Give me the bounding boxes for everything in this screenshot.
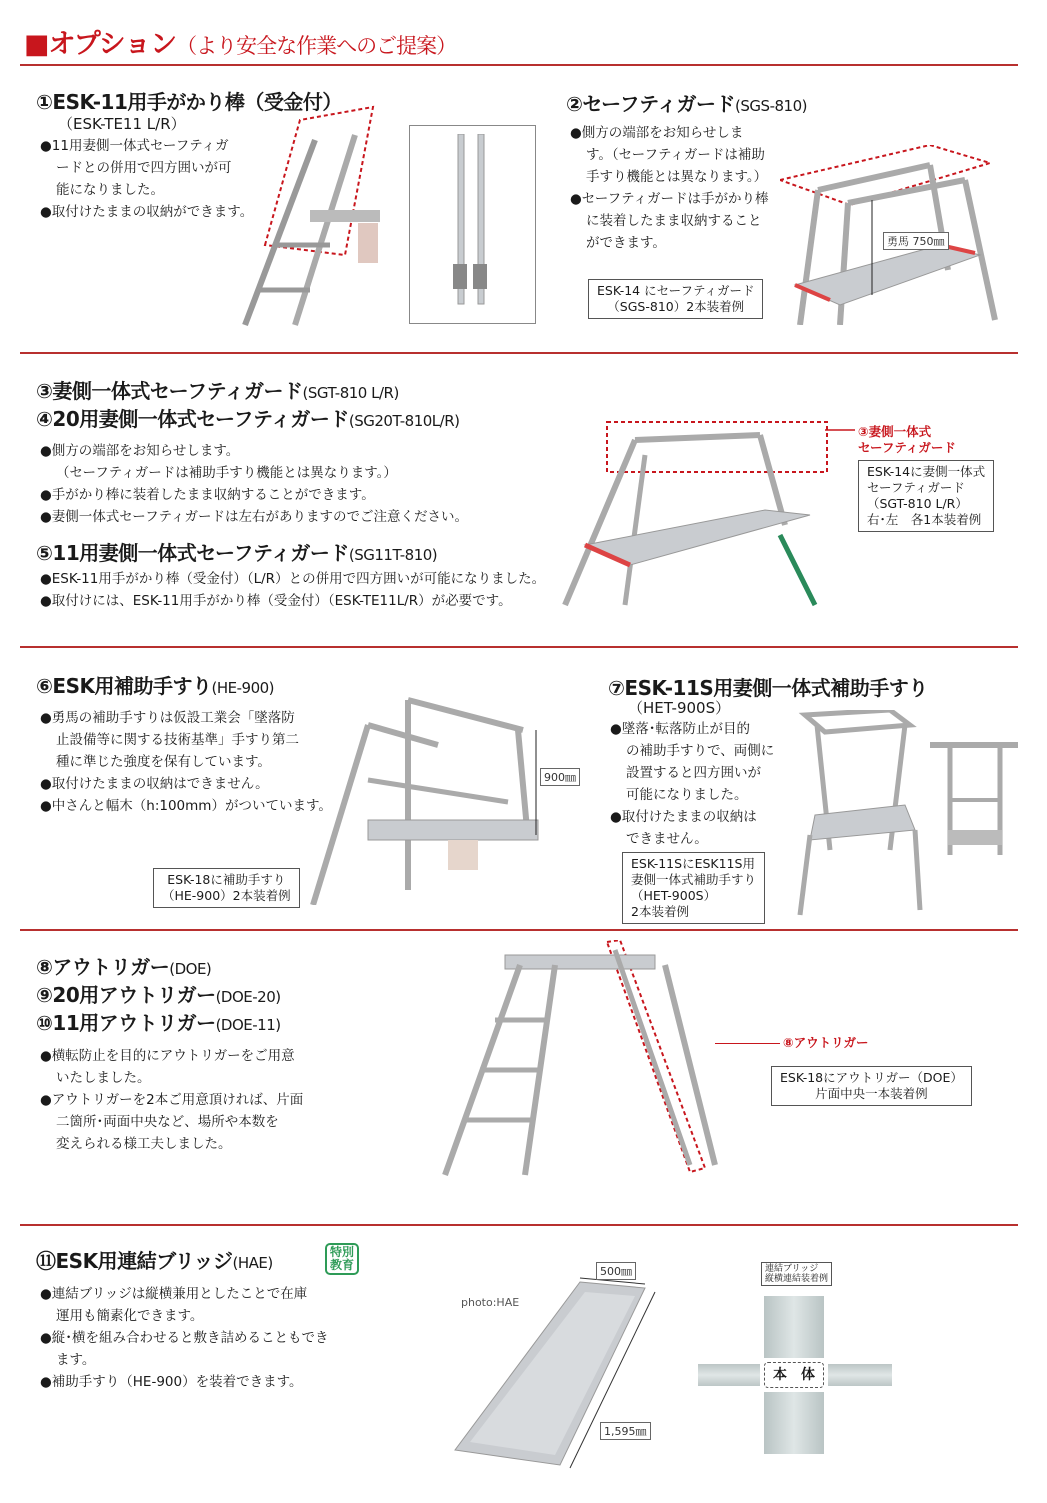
- section-divider: [20, 646, 1018, 648]
- item3-title: ③妻側一体式セーフティガード(SGT-810 L/R): [36, 379, 399, 403]
- item6-photo: [308, 690, 558, 905]
- item7-photo-part: [930, 740, 1020, 860]
- item9-title: ⑨20用アウトリガー(DOE-20): [36, 983, 281, 1007]
- item11-title: ⑪ESK用連結ブリッジ(HAE): [36, 1249, 273, 1273]
- bullet: ●取付けには、ESK-11用手がかり棒（受金付）（ESK-TE11L/R）が必要です。: [40, 593, 512, 609]
- length-dimension: 1,595㎜: [600, 1422, 651, 1440]
- title-divider: [20, 64, 1018, 66]
- bridge-right-image: [828, 1364, 892, 1386]
- section-divider: [20, 352, 1018, 354]
- item1-title: ①ESK-11用手がかり棒（受金付）: [36, 90, 342, 114]
- item8-photo: [435, 940, 735, 1180]
- width-dimension: 500㎜: [596, 1262, 636, 1280]
- bullet: ●側方の端部をお知らせします。 （セーフティガードは補助手すり機能とは異なります。）: [40, 443, 397, 481]
- bullet: ●墜落･転落防止が目的 の補助手すりで、両側に 設置すると四方囲いが 可能になりました。: [610, 721, 775, 803]
- bullet: ●妻側一体式セーフティガードは左右がありますのでご注意ください。: [40, 509, 468, 525]
- item11-photo: [440, 1270, 670, 1470]
- item11-bullets: [40, 1283, 340, 1393]
- item8-caption: ESK-18にアウトリガー（DOE） 片面中央一本装着例: [771, 1066, 972, 1106]
- page-title-main: ■オプション: [24, 29, 177, 60]
- item8-title: ⑧アウトリガー(DOE): [36, 955, 212, 979]
- bridge-bottom-image: [764, 1392, 824, 1454]
- item3-photo: [555, 415, 855, 610]
- bullet: ●11用妻側一体式セーフティガ ードとの併用で四方囲いが可 能になりました。: [40, 138, 232, 198]
- bullet: ●補助手すり（HE-900）を装着できます。: [40, 1374, 303, 1390]
- bridge-top-image: [764, 1296, 824, 1358]
- item6-dimension: 900㎜: [540, 768, 580, 786]
- item6-title: ⑥ESK用補助手すり(HE-900): [36, 674, 275, 698]
- page-title-sub: （より安全な作業へのご提案）: [176, 34, 457, 58]
- item4-caption: ESK-14に妻側一体式 セーフティガード （SGT-810 L/R） 右･左 各1本装着例: [858, 460, 994, 532]
- bullet: ●側方の端部をお知らせしま す。（セーフティガードは補助 手すり機能とは異なります。）: [570, 125, 768, 185]
- bullet: ●連結ブリッジは縦横兼用としたことで在庫 運用も簡素化できます。: [40, 1286, 308, 1324]
- bullet: ●セーフティガードは手がかり棒 に装着したまま収納すること ができます。: [570, 191, 769, 251]
- main-body-label: 本 体: [764, 1362, 824, 1388]
- section-divider: [20, 929, 1018, 931]
- item8-red-label: ⑧アウトリガー: [783, 1035, 869, 1050]
- special-education-badge: 特別 教育: [325, 1243, 359, 1275]
- bullet: ●取付けたままの収納ができます。: [40, 204, 254, 220]
- item11-caption: 連結ブリッジ 縦横連結装着例: [761, 1262, 832, 1286]
- item2-bullets: [570, 122, 770, 254]
- item2-dimension: 勇馬 750㎜: [883, 232, 949, 250]
- item2-title: ②セーフティガード(SGS-810): [566, 92, 807, 116]
- item5-title: ⑤11用妻側一体式セーフティガード(SG11T-810): [36, 541, 438, 565]
- bullet: ●横転防止を目的にアウトリガーをご用意 いたしました。: [40, 1048, 295, 1086]
- bullet: ●アウトリガーを2本ご用意頂ければ、片面 二箇所･両面中央など、場所や本数を 変えられる様工夫しました。: [40, 1092, 304, 1152]
- item10-bullets: [40, 1045, 330, 1155]
- item6-bullets: [40, 707, 330, 817]
- photo-label: photo:HAE: [461, 1296, 520, 1309]
- item7-bullets: [610, 718, 790, 850]
- item6-caption: ESK-18に補助手すり （HE-900）2本装着例: [153, 868, 300, 908]
- bullet: ●手がかり棒に装着したまま収納することができます。: [40, 487, 375, 503]
- item3-red-label: ③妻側一体式 セーフティガード: [858, 424, 956, 455]
- bullet: ●取付けたままの収納はできません。: [40, 776, 269, 792]
- item1-code: （ESK-TE11 L/R）: [58, 115, 186, 133]
- section-divider: [20, 1224, 1018, 1226]
- item5-bullets: [40, 568, 545, 612]
- bridge-left-image: [698, 1364, 760, 1386]
- handrail-rods-image: [450, 134, 495, 314]
- item1-bullets: [40, 135, 270, 223]
- bullet: ●縦･横を組み合わせると敷き詰めることもでき ます。: [40, 1330, 329, 1368]
- bullet: ●中さんと幅木（h:100mm）がついています。: [40, 798, 332, 814]
- item8-leader-line: [715, 1043, 780, 1044]
- bullet: ●取付けたままの収納は できません。: [610, 809, 757, 847]
- item4-title: ④20用妻側一体式セーフティガード(SG20T-810L/R): [36, 407, 460, 431]
- item10-title: ⑩11用アウトリガー(DOE-11): [36, 1011, 281, 1035]
- bullet: ●ESK-11用手がかり棒（受金付）（L/R）との併用で四方囲いが可能になりました。: [40, 571, 546, 587]
- item7-photo-mounted: [795, 710, 925, 920]
- item1-photo-parts: [409, 125, 536, 324]
- item7-title: ⑦ESK-11S用妻側一体式補助手すり: [608, 676, 928, 700]
- page-title: [24, 22, 456, 61]
- bullet: ●勇馬の補助手すりは仮設工業会「墜落防 止設備等に関する技術基準」手すり第二 種に準じた強度を保有しています。: [40, 710, 299, 770]
- item7-code: （HET-900S）: [628, 699, 731, 717]
- item4-bullets: [40, 440, 468, 528]
- item1-photo-mounted: [240, 105, 380, 330]
- item7-caption: ESK-11SにESK11S用 妻側一体式補助手すり （HET-900S） 2本装着例: [622, 852, 765, 924]
- item2-caption: ESK-14 にセーフティガード （SGS-810）2本装着例: [588, 279, 763, 319]
